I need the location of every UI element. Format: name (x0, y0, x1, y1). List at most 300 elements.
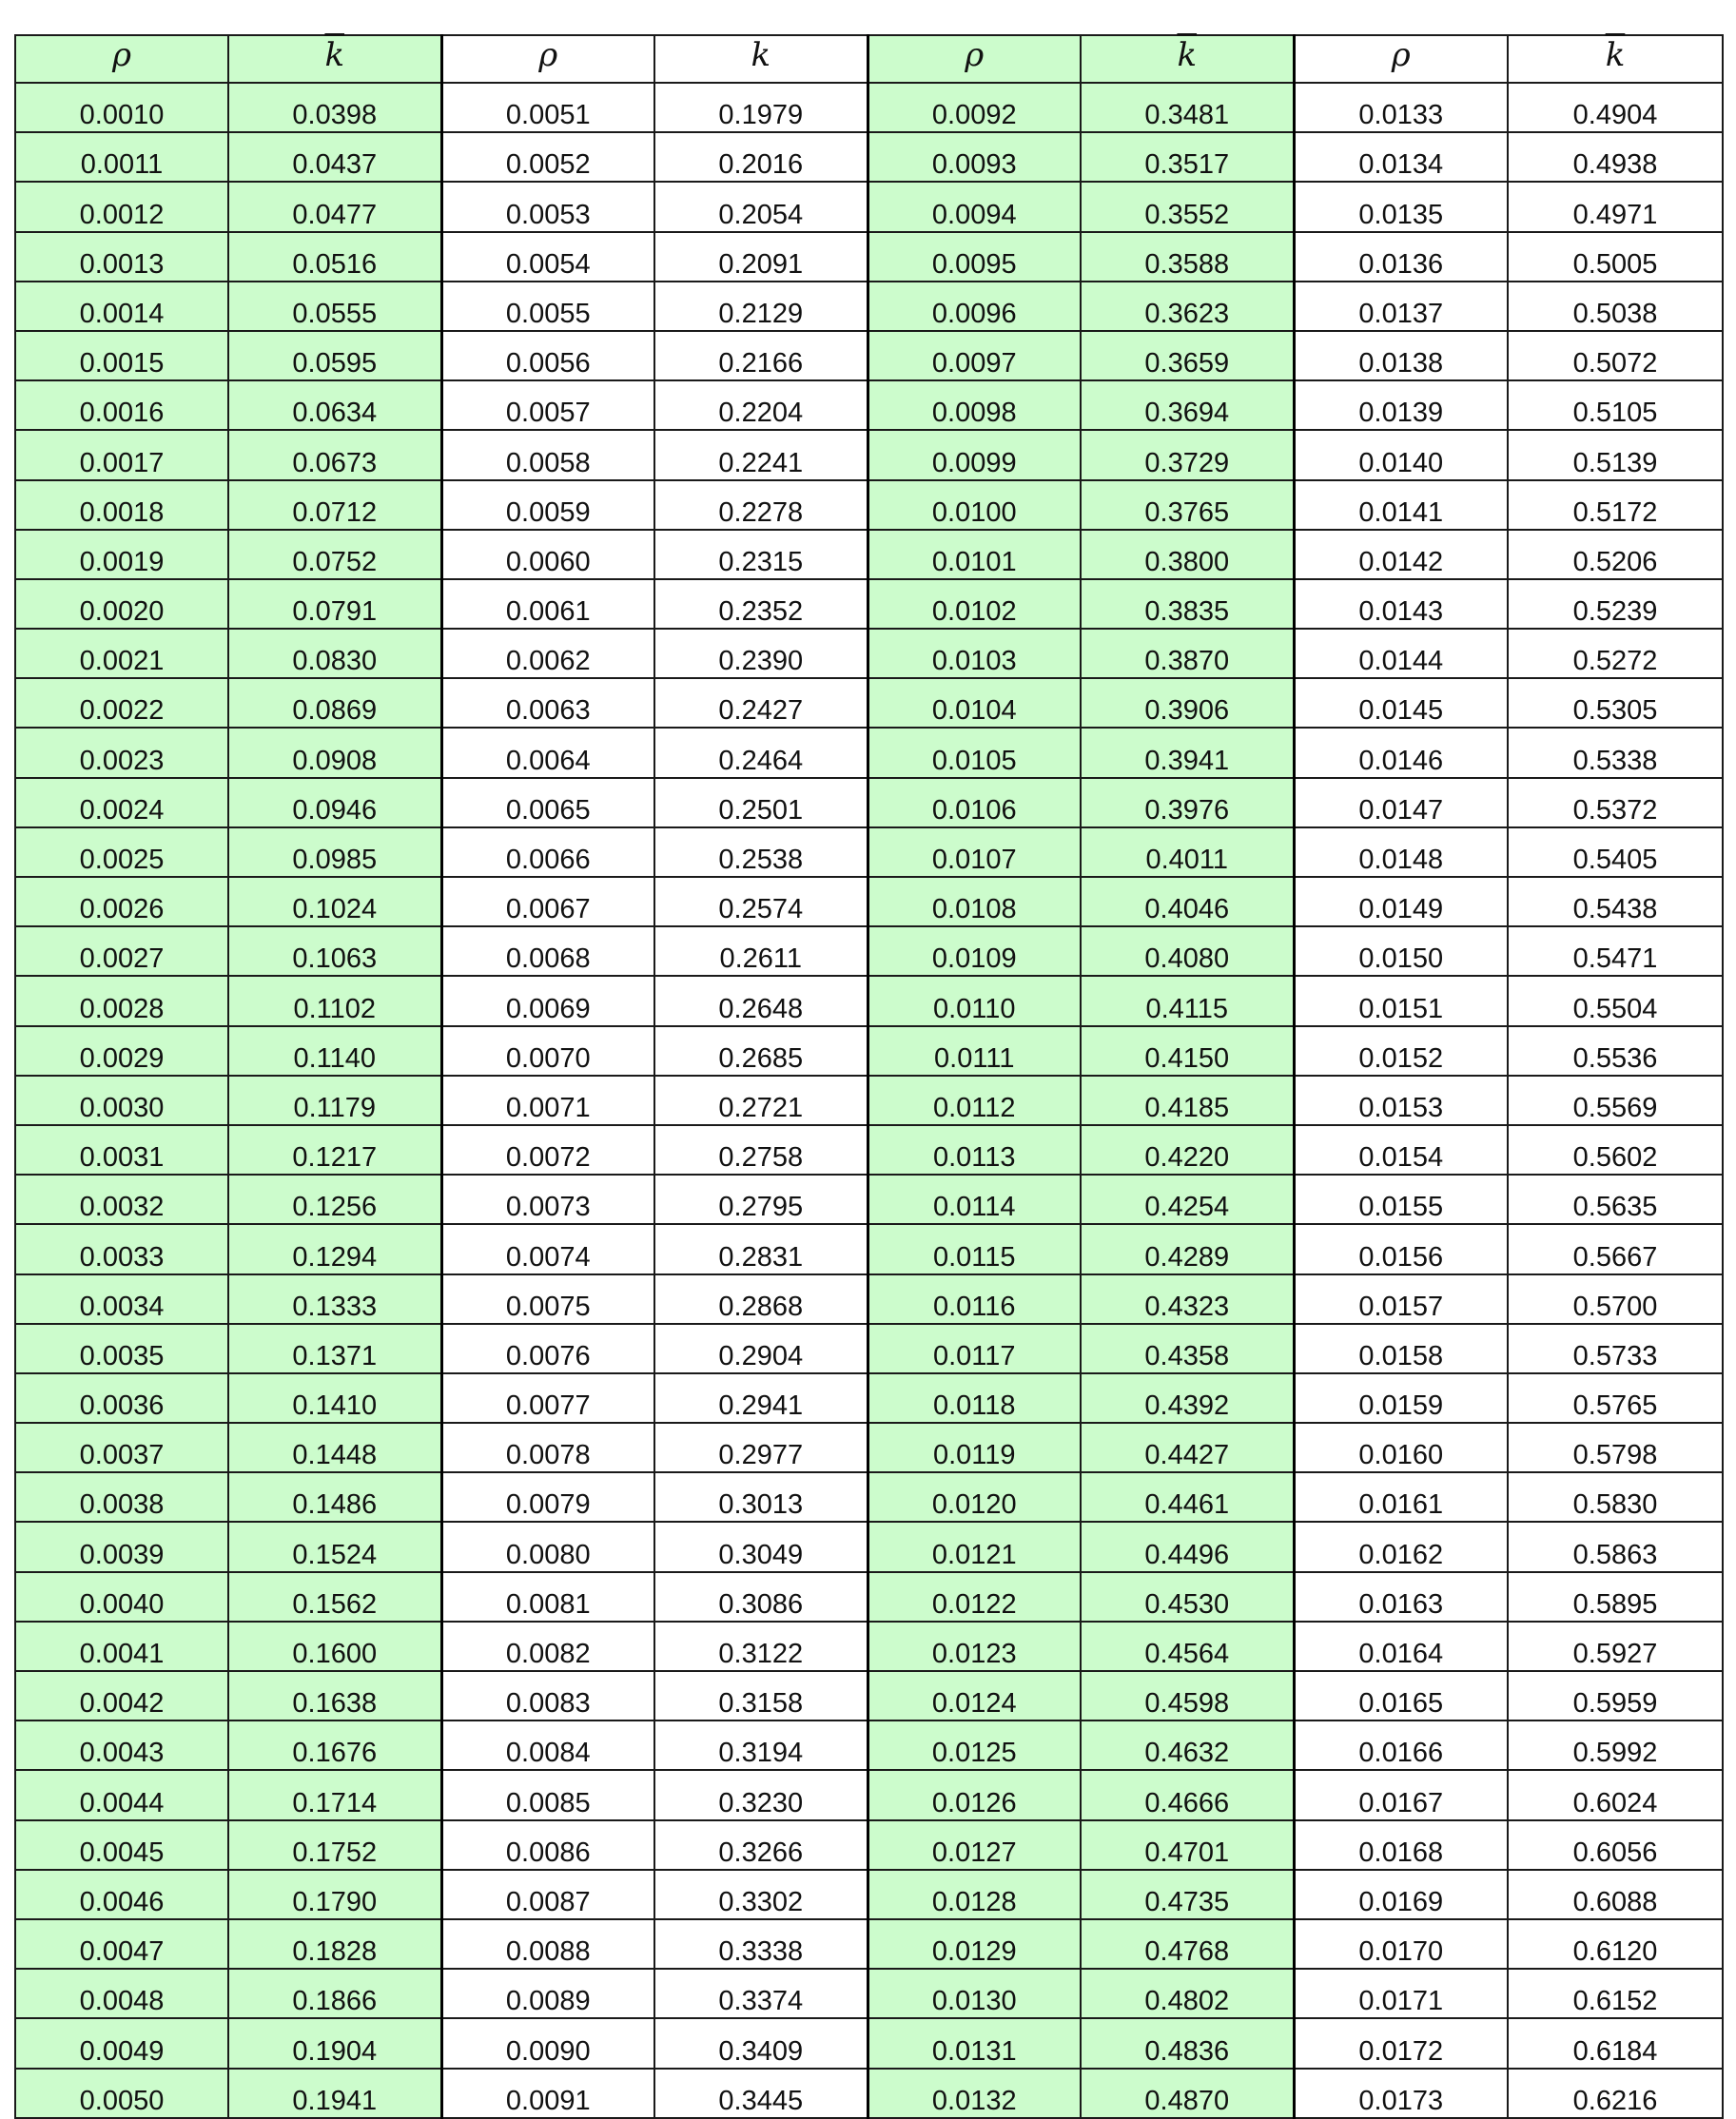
rho-cell: 0.0153 (1294, 1076, 1508, 1125)
rho-cell: 0.0041 (15, 1622, 228, 1671)
rho-cell: 0.0173 (1294, 2069, 1508, 2118)
rho-cell: 0.0166 (1294, 1720, 1508, 1770)
k-cell: 0.1714 (228, 1770, 441, 1819)
table-row (15, 778, 1723, 827)
k-cell: 0.3013 (654, 1472, 868, 1522)
k-cell: 0.3623 (1081, 282, 1294, 331)
header-symbol: k (751, 36, 771, 74)
header-symbol: ρ (1391, 36, 1411, 74)
header-row (15, 35, 1723, 83)
k-cell: 0.0791 (228, 579, 441, 629)
k-cell: 0.2831 (654, 1224, 868, 1273)
rho-cell: 0.0037 (15, 1423, 228, 1472)
table-row (15, 579, 1723, 629)
header-rho-1 (15, 35, 228, 83)
k-cell: 0.6184 (1508, 2018, 1723, 2068)
rho-cell: 0.0100 (868, 480, 1081, 530)
k-cell: 0.6152 (1508, 1969, 1723, 2018)
k-cell: 0.5667 (1508, 1224, 1723, 1273)
rho-cell: 0.0032 (15, 1175, 228, 1224)
k-cell: 0.1371 (228, 1324, 441, 1373)
table-row (15, 480, 1723, 530)
rho-cell: 0.0110 (868, 976, 1081, 1025)
rho-cell: 0.0095 (868, 232, 1081, 282)
rho-cell: 0.0098 (868, 380, 1081, 430)
rho-cell: 0.0068 (441, 926, 654, 976)
header-rho-3 (868, 35, 1081, 83)
rho-cell: 0.0105 (868, 728, 1081, 777)
k-cell: 0.1600 (228, 1622, 441, 1671)
k-cell: 0.3588 (1081, 232, 1294, 282)
k-cell: 0.4115 (1081, 976, 1294, 1025)
k-cell: 0.5635 (1508, 1175, 1723, 1224)
k-cell: 0.3552 (1081, 182, 1294, 231)
rho-cell: 0.0040 (15, 1572, 228, 1622)
k-cell: 0.3976 (1081, 778, 1294, 827)
k-cell: 0.1524 (228, 1522, 441, 1571)
rho-cell: 0.0020 (15, 579, 228, 629)
k-cell: 0.4836 (1081, 2018, 1294, 2068)
k-cell: 0.2977 (654, 1423, 868, 1472)
rho-cell: 0.0046 (15, 1870, 228, 1919)
rho-cell: 0.0055 (441, 282, 654, 331)
rho-cell: 0.0149 (1294, 877, 1508, 926)
rho-cell: 0.0045 (15, 1820, 228, 1870)
rho-cell: 0.0150 (1294, 926, 1508, 976)
k-cell: 0.4046 (1081, 877, 1294, 926)
rho-cell: 0.0082 (441, 1622, 654, 1671)
rho-cell: 0.0054 (441, 232, 654, 282)
rho-cell: 0.0171 (1294, 1969, 1508, 2018)
k-cell: 0.0830 (228, 629, 441, 678)
rho-cell: 0.0039 (15, 1522, 228, 1571)
rho-cell: 0.0123 (868, 1622, 1081, 1671)
rho-cell: 0.0106 (868, 778, 1081, 827)
rho-cell: 0.0038 (15, 1472, 228, 1522)
k-cell: 0.2464 (654, 728, 868, 777)
rho-cell: 0.0036 (15, 1373, 228, 1423)
rho-cell: 0.0129 (868, 1919, 1081, 1969)
k-cell: 0.6216 (1508, 2069, 1723, 2118)
rho-cell: 0.0172 (1294, 2018, 1508, 2068)
rho-cell: 0.0148 (1294, 827, 1508, 877)
rho-cell: 0.0127 (868, 1820, 1081, 1870)
k-cell: 0.4185 (1081, 1076, 1294, 1125)
rho-cell: 0.0049 (15, 2018, 228, 2068)
rho-cell: 0.0064 (441, 728, 654, 777)
rho-cell: 0.0155 (1294, 1175, 1508, 1224)
rho-cell: 0.0139 (1294, 380, 1508, 430)
table-row (15, 1671, 1723, 1720)
k-cell: 0.3906 (1081, 678, 1294, 728)
rho-cell: 0.0145 (1294, 678, 1508, 728)
rho-k-table (14, 34, 1724, 2119)
rho-cell: 0.0029 (15, 1026, 228, 1076)
k-cell: 0.0712 (228, 480, 441, 530)
table-row (15, 331, 1723, 380)
rho-cell: 0.0141 (1294, 480, 1508, 530)
k-cell: 0.4870 (1081, 2069, 1294, 2118)
rho-cell: 0.0052 (441, 132, 654, 182)
k-cell: 0.3481 (1081, 83, 1294, 132)
rho-cell: 0.0059 (441, 480, 654, 530)
k-cell: 0.0673 (228, 430, 441, 479)
rho-cell: 0.0116 (868, 1274, 1081, 1324)
k-cell: 0.2016 (654, 132, 868, 182)
k-cell: 0.3122 (654, 1622, 868, 1671)
rho-cell: 0.0146 (1294, 728, 1508, 777)
rho-cell: 0.0091 (441, 2069, 654, 2118)
k-cell: 0.4289 (1081, 1224, 1294, 1273)
k-cell: 0.5765 (1508, 1373, 1723, 1423)
rho-cell: 0.0099 (868, 430, 1081, 479)
rho-cell: 0.0058 (441, 430, 654, 479)
k-cell: 0.0595 (228, 331, 441, 380)
rho-cell: 0.0142 (1294, 530, 1508, 579)
rho-cell: 0.0073 (441, 1175, 654, 1224)
table-row (15, 629, 1723, 678)
rho-cell: 0.0165 (1294, 1671, 1508, 1720)
k-cell: 0.3800 (1081, 530, 1294, 579)
table-row (15, 132, 1723, 182)
k-cell: 0.5272 (1508, 629, 1723, 678)
k-cell: 0.3230 (654, 1770, 868, 1819)
table-row (15, 1522, 1723, 1571)
rho-cell: 0.0072 (441, 1125, 654, 1175)
header-symbol: $\overline{k}$ (324, 36, 345, 74)
k-cell: 0.4735 (1081, 1870, 1294, 1919)
header-k-3 (1081, 35, 1294, 83)
k-cell: 0.2795 (654, 1175, 868, 1224)
k-cell: 0.3835 (1081, 579, 1294, 629)
rho-cell: 0.0019 (15, 530, 228, 579)
rho-cell: 0.0102 (868, 579, 1081, 629)
k-cell: 0.0555 (228, 282, 441, 331)
rho-cell: 0.0051 (441, 83, 654, 132)
rho-cell: 0.0131 (868, 2018, 1081, 2068)
k-cell: 0.1562 (228, 1572, 441, 1622)
rho-cell: 0.0042 (15, 1671, 228, 1720)
rho-cell: 0.0016 (15, 380, 228, 430)
k-cell: 0.5927 (1508, 1622, 1723, 1671)
rho-cell: 0.0021 (15, 629, 228, 678)
k-cell: 0.5602 (1508, 1125, 1723, 1175)
rho-cell: 0.0028 (15, 976, 228, 1025)
k-cell: 0.5471 (1508, 926, 1723, 976)
k-cell: 0.3049 (654, 1522, 868, 1571)
k-cell: 0.3194 (654, 1720, 868, 1770)
rho-cell: 0.0156 (1294, 1224, 1508, 1273)
k-cell: 0.3374 (654, 1969, 868, 2018)
k-cell: 0.4530 (1081, 1572, 1294, 1622)
k-cell: 0.2315 (654, 530, 868, 579)
rho-cell: 0.0169 (1294, 1870, 1508, 1919)
rho-cell: 0.0022 (15, 678, 228, 728)
table-row (15, 1919, 1723, 1969)
rho-cell: 0.0057 (441, 380, 654, 430)
table-row (15, 1770, 1723, 1819)
rho-cell: 0.0147 (1294, 778, 1508, 827)
rho-cell: 0.0092 (868, 83, 1081, 132)
rho-cell: 0.0104 (868, 678, 1081, 728)
k-cell: 0.1828 (228, 1919, 441, 1969)
rho-cell: 0.0101 (868, 530, 1081, 579)
rho-cell: 0.0096 (868, 282, 1081, 331)
k-cell: 0.4632 (1081, 1720, 1294, 1770)
table-row (15, 976, 1723, 1025)
rho-cell: 0.0044 (15, 1770, 228, 1819)
table-row (15, 728, 1723, 777)
rho-cell: 0.0114 (868, 1175, 1081, 1224)
k-cell: 0.5895 (1508, 1572, 1723, 1622)
rho-cell: 0.0121 (868, 1522, 1081, 1571)
rho-cell: 0.0108 (868, 877, 1081, 926)
k-cell: 0.2352 (654, 579, 868, 629)
rho-cell: 0.0066 (441, 827, 654, 877)
rho-cell: 0.0162 (1294, 1522, 1508, 1571)
header-symbol: ρ (965, 36, 985, 74)
rho-cell: 0.0081 (441, 1572, 654, 1622)
k-cell: 0.0946 (228, 778, 441, 827)
k-cell: 0.0398 (228, 83, 441, 132)
k-cell: 0.4011 (1081, 827, 1294, 877)
rho-cell: 0.0065 (441, 778, 654, 827)
k-cell: 0.2574 (654, 877, 868, 926)
k-cell: 0.5798 (1508, 1423, 1723, 1472)
rho-cell: 0.0025 (15, 827, 228, 877)
k-cell: 0.4427 (1081, 1423, 1294, 1472)
k-cell: 0.4904 (1508, 83, 1723, 132)
k-cell: 0.3445 (654, 2069, 868, 2118)
table-row (15, 1026, 1723, 1076)
rho-cell: 0.0018 (15, 480, 228, 530)
reinforcement-coefficient-table-container (14, 34, 1722, 2119)
table-row (15, 678, 1723, 728)
table-row (15, 1472, 1723, 1522)
rho-cell: 0.0151 (1294, 976, 1508, 1025)
k-cell: 0.4666 (1081, 1770, 1294, 1819)
k-cell: 0.2427 (654, 678, 868, 728)
rho-cell: 0.0090 (441, 2018, 654, 2068)
k-cell: 0.5504 (1508, 976, 1723, 1025)
k-cell: 0.3158 (654, 1671, 868, 1720)
header-symbol: ρ (538, 36, 558, 74)
rho-cell: 0.0093 (868, 132, 1081, 182)
rho-cell: 0.0143 (1294, 579, 1508, 629)
k-cell: 0.1866 (228, 1969, 441, 2018)
rho-cell: 0.0137 (1294, 282, 1508, 331)
rho-cell: 0.0163 (1294, 1572, 1508, 1622)
rho-cell: 0.0074 (441, 1224, 654, 1273)
rho-cell: 0.0048 (15, 1969, 228, 2018)
header-symbol: ρ (112, 36, 131, 74)
k-cell: 0.2685 (654, 1026, 868, 1076)
rho-cell: 0.0017 (15, 430, 228, 479)
rho-cell: 0.0062 (441, 629, 654, 678)
rho-cell: 0.0034 (15, 1274, 228, 1324)
k-cell: 0.3517 (1081, 132, 1294, 182)
rho-cell: 0.0060 (441, 530, 654, 579)
rho-cell: 0.0056 (441, 331, 654, 380)
k-cell: 0.1790 (228, 1870, 441, 1919)
k-cell: 0.5438 (1508, 877, 1723, 926)
k-cell: 0.4564 (1081, 1622, 1294, 1671)
k-cell: 0.0634 (228, 380, 441, 430)
rho-cell: 0.0013 (15, 232, 228, 282)
rho-cell: 0.0144 (1294, 629, 1508, 678)
k-cell: 0.2241 (654, 430, 868, 479)
k-cell: 0.1448 (228, 1423, 441, 1472)
k-cell: 0.1638 (228, 1671, 441, 1720)
k-cell: 0.2941 (654, 1373, 868, 1423)
rho-cell: 0.0024 (15, 778, 228, 827)
k-cell: 0.1179 (228, 1076, 441, 1125)
rho-cell: 0.0117 (868, 1324, 1081, 1373)
k-cell: 0.3729 (1081, 430, 1294, 479)
k-cell: 0.5863 (1508, 1522, 1723, 1571)
rho-cell: 0.0084 (441, 1720, 654, 1770)
rho-cell: 0.0026 (15, 877, 228, 926)
rho-cell: 0.0014 (15, 282, 228, 331)
rho-cell: 0.0087 (441, 1870, 654, 1919)
k-cell: 0.3694 (1081, 380, 1294, 430)
k-cell: 0.4802 (1081, 1969, 1294, 2018)
rho-cell: 0.0027 (15, 926, 228, 976)
k-cell: 0.5405 (1508, 827, 1723, 877)
k-cell: 0.5536 (1508, 1026, 1723, 1076)
k-cell: 0.1256 (228, 1175, 441, 1224)
k-cell: 0.1063 (228, 926, 441, 976)
k-cell: 0.4461 (1081, 1472, 1294, 1522)
table-row (15, 827, 1723, 877)
rho-cell: 0.0011 (15, 132, 228, 182)
k-cell: 0.2501 (654, 778, 868, 827)
rho-cell: 0.0160 (1294, 1423, 1508, 1472)
table-row (15, 282, 1723, 331)
rho-cell: 0.0076 (441, 1324, 654, 1373)
k-cell: 0.2538 (654, 827, 868, 877)
k-cell: 0.0985 (228, 827, 441, 877)
header-symbol: $\overline{k}$ (1177, 36, 1198, 74)
rho-cell: 0.0119 (868, 1423, 1081, 1472)
k-cell: 0.2129 (654, 282, 868, 331)
k-cell: 0.0752 (228, 530, 441, 579)
table-header (15, 35, 1723, 83)
k-cell: 0.0516 (228, 232, 441, 282)
rho-cell: 0.0120 (868, 1472, 1081, 1522)
k-cell: 0.4768 (1081, 1919, 1294, 1969)
k-cell: 0.5830 (1508, 1472, 1723, 1522)
table-row (15, 877, 1723, 926)
header-rho-2 (441, 35, 654, 83)
table-row (15, 380, 1723, 430)
rho-cell: 0.0118 (868, 1373, 1081, 1423)
rho-cell: 0.0031 (15, 1125, 228, 1175)
k-cell: 0.0908 (228, 728, 441, 777)
rho-cell: 0.0088 (441, 1919, 654, 1969)
rho-cell: 0.0111 (868, 1026, 1081, 1076)
k-cell: 0.6024 (1508, 1770, 1723, 1819)
k-cell: 0.4358 (1081, 1324, 1294, 1373)
table-row (15, 1820, 1723, 1870)
rho-cell: 0.0115 (868, 1224, 1081, 1273)
k-cell: 0.3409 (654, 2018, 868, 2068)
rho-cell: 0.0161 (1294, 1472, 1508, 1522)
rho-cell: 0.0053 (441, 182, 654, 231)
k-cell: 0.1140 (228, 1026, 441, 1076)
k-cell: 0.1904 (228, 2018, 441, 2068)
rho-cell: 0.0047 (15, 1919, 228, 1969)
header-k-4 (1508, 35, 1723, 83)
table-row (15, 1572, 1723, 1622)
k-cell: 0.1294 (228, 1224, 441, 1273)
rho-cell: 0.0083 (441, 1671, 654, 1720)
rho-cell: 0.0124 (868, 1671, 1081, 1720)
k-cell: 0.1979 (654, 83, 868, 132)
table-row (15, 1324, 1723, 1373)
rho-cell: 0.0023 (15, 728, 228, 777)
k-cell: 0.6088 (1508, 1870, 1723, 1919)
table-row (15, 232, 1723, 282)
rho-cell: 0.0094 (868, 182, 1081, 231)
k-cell: 0.3941 (1081, 728, 1294, 777)
table-row (15, 1622, 1723, 1671)
table-body (15, 83, 1723, 2118)
table-row (15, 1720, 1723, 1770)
k-cell: 0.4701 (1081, 1820, 1294, 1870)
k-cell: 0.5992 (1508, 1720, 1723, 1770)
k-cell: 0.5038 (1508, 282, 1723, 331)
rho-cell: 0.0132 (868, 2069, 1081, 2118)
table-row (15, 530, 1723, 579)
rho-cell: 0.0152 (1294, 1026, 1508, 1076)
k-cell: 0.1024 (228, 877, 441, 926)
rho-cell: 0.0075 (441, 1274, 654, 1324)
k-cell: 0.3659 (1081, 331, 1294, 380)
k-cell: 0.1217 (228, 1125, 441, 1175)
rho-cell: 0.0138 (1294, 331, 1508, 380)
rho-cell: 0.0061 (441, 579, 654, 629)
rho-cell: 0.0125 (868, 1720, 1081, 1770)
k-cell: 0.2091 (654, 232, 868, 282)
k-cell: 0.2904 (654, 1324, 868, 1373)
k-cell: 0.4971 (1508, 182, 1723, 231)
rho-cell: 0.0159 (1294, 1373, 1508, 1423)
k-cell: 0.5206 (1508, 530, 1723, 579)
table-row (15, 1125, 1723, 1175)
rho-cell: 0.0077 (441, 1373, 654, 1423)
rho-cell: 0.0050 (15, 2069, 228, 2118)
k-cell: 0.1333 (228, 1274, 441, 1324)
k-cell: 0.0869 (228, 678, 441, 728)
rho-cell: 0.0134 (1294, 132, 1508, 182)
k-cell: 0.5372 (1508, 778, 1723, 827)
rho-cell: 0.0130 (868, 1969, 1081, 2018)
k-cell: 0.1410 (228, 1373, 441, 1423)
rho-cell: 0.0097 (868, 331, 1081, 380)
rho-cell: 0.0089 (441, 1969, 654, 2018)
header-symbol: $\overline{k}$ (1605, 36, 1626, 74)
k-cell: 0.3765 (1081, 480, 1294, 530)
header-k-1 (228, 35, 441, 83)
rho-cell: 0.0030 (15, 1076, 228, 1125)
k-cell: 0.5305 (1508, 678, 1723, 728)
k-cell: 0.2166 (654, 331, 868, 380)
k-cell: 0.6120 (1508, 1919, 1723, 1969)
table-row (15, 1076, 1723, 1125)
k-cell: 0.4323 (1081, 1274, 1294, 1324)
k-cell: 0.2204 (654, 380, 868, 430)
